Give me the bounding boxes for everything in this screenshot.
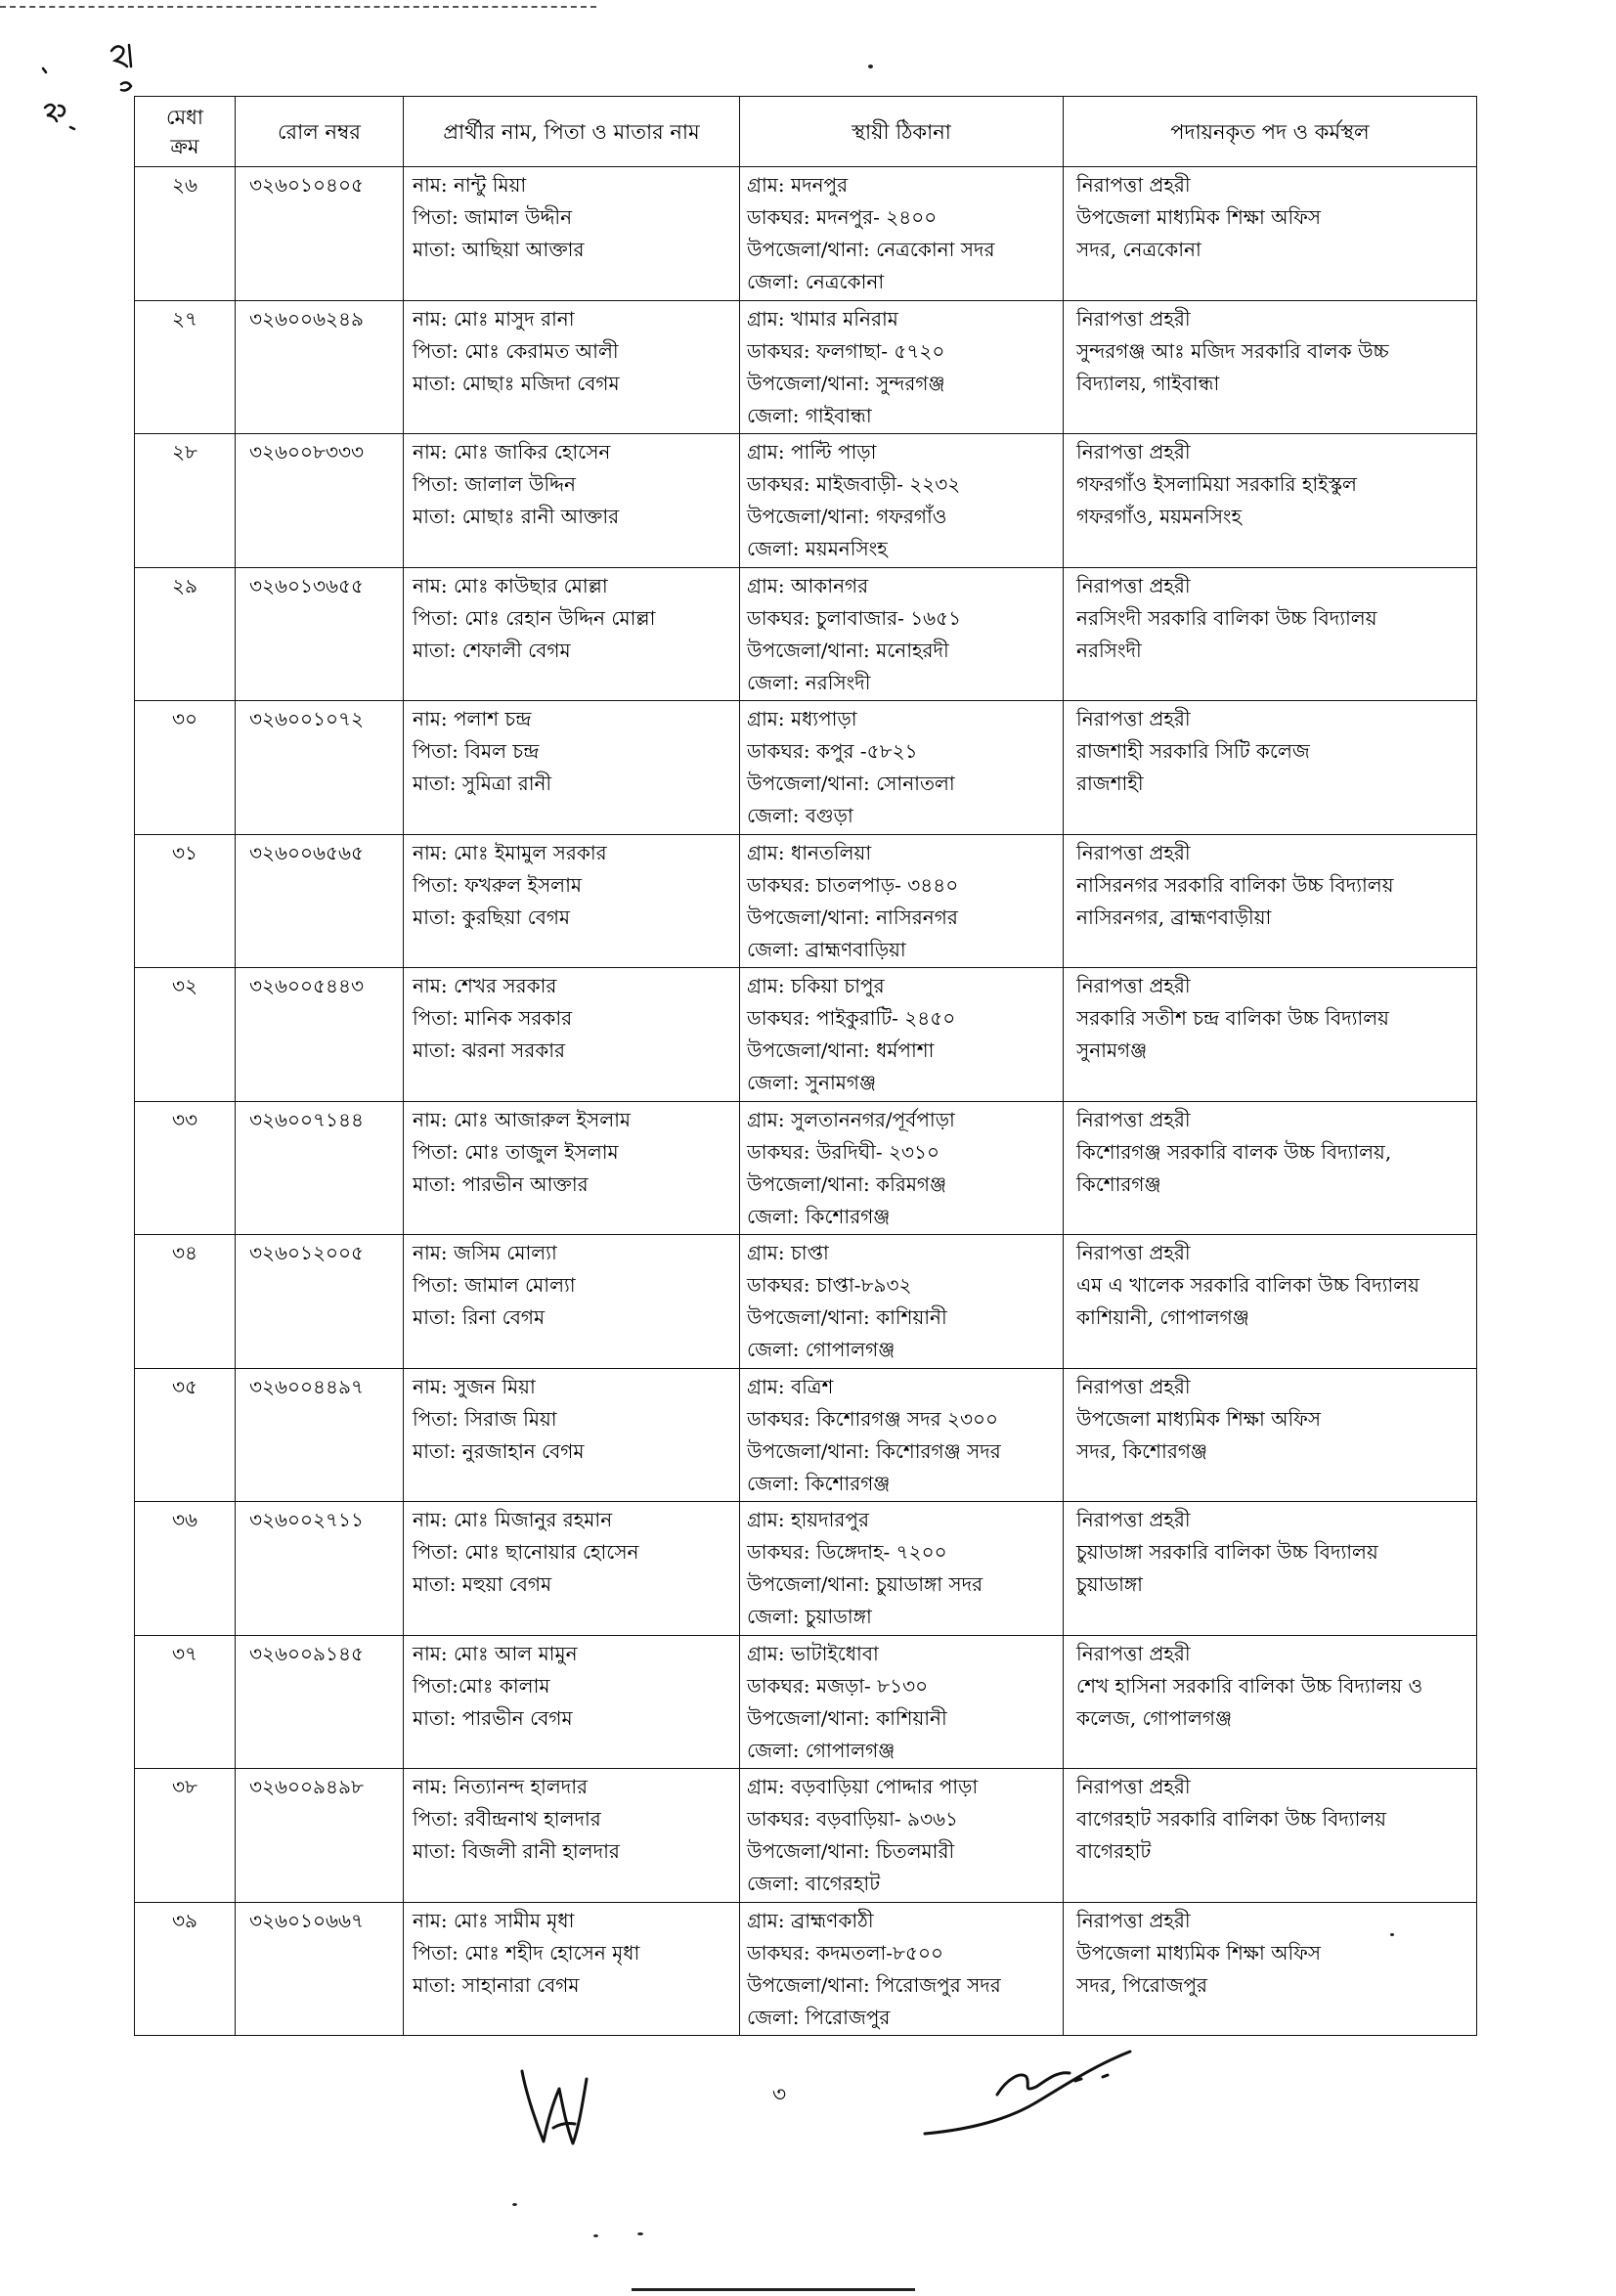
candidate-name: নাম: শেখর সরকার (413, 974, 557, 997)
address-district: জেলা: বাগেরহাট (747, 1872, 881, 1895)
name-cell (404, 968, 740, 1102)
mother-name: মাতা: পারভীন বেগম (413, 1705, 573, 1730)
address-cell (740, 167, 1064, 301)
address-post-office: ডাকঘর: ফলগাছা- ৫৭২০ (747, 338, 945, 363)
posting-workplace-line: উপজেলা মাধ্যমিক শিক্ষা অফিস (1076, 1940, 1322, 1965)
address-district: জেলা: সুনামগঞ্জ (747, 1071, 877, 1094)
table-row (135, 1635, 1477, 1769)
address-district: জেলা: ময়মনসিংহ (747, 537, 888, 560)
address-village: গ্রাম: ভাটাইধোবা (747, 1641, 879, 1665)
address-district: জেলা: গাইবান্ধা (747, 403, 872, 427)
scan-edge-line-bottom (632, 2288, 915, 2291)
posting-designation: নিরাপত্তা প্রহরী (1076, 1508, 1191, 1531)
table-row (135, 300, 1477, 434)
mother-name: মাতা: সুমিত্রা রানী (413, 772, 552, 795)
roll-cell (236, 701, 404, 835)
table-row (135, 1769, 1477, 1903)
name-cell (404, 167, 740, 301)
roll-cell (236, 1235, 404, 1369)
address-upazila: উপজেলা/থানা: পিরোজপুর সদর (747, 1972, 1001, 1997)
roll-cell (236, 567, 404, 701)
posting-designation: নিরাপত্তা প্রহরী (1076, 573, 1191, 597)
posting-workplace-line: বাগেরহাট সরকারি বালিকা উচ্চ বিদ্যালয় (1076, 1807, 1387, 1831)
address-post-office: ডাকঘর: মাইজবাড়ী- ২২৩২ (747, 472, 961, 496)
address-village: গ্রাম: বত্রিশ (747, 1374, 834, 1398)
roll-number: ৩২৬০০৪৪৯৭ (249, 1374, 364, 1398)
posting-workplace-line: সদর, কিশোরগঞ্জ (1076, 1438, 1208, 1463)
father-name: পিতা: মানিক সরকার (413, 1006, 573, 1030)
father-name: পিতা: বিমল চন্দ্র (413, 739, 540, 763)
roll-number: ৩২৬০০১০৭২ (249, 707, 365, 730)
header-roll: রোল নম্বর (236, 97, 404, 167)
mother-name: মাতা: ঝরনা সরকার (413, 1038, 566, 1062)
address-village: গ্রাম: হায়দারপুর (747, 1508, 869, 1531)
address-district: জেলা: কিশোরগঞ্জ (747, 1204, 891, 1228)
address-district: জেলা: চুয়াডাঙ্গা (747, 1605, 872, 1628)
posting-workplace-line: সদর, নেত্রকোনা (1076, 238, 1201, 261)
posting-cell (1064, 434, 1477, 568)
address-cell (740, 300, 1064, 434)
roll-cell (236, 834, 404, 968)
posting-designation: নিরাপত্তা প্রহরী (1076, 1775, 1191, 1798)
address-upazila: উপজেলা/থানা: কিশোরগঞ্জ সদর (747, 1438, 1001, 1463)
name-cell (404, 1502, 740, 1636)
posting-cell (1064, 1635, 1477, 1769)
address-village: গ্রাম: মধ্যপাড়া (747, 707, 857, 730)
header-name: প্রার্থীর নাম, পিতা ও মাতার নাম (404, 97, 740, 167)
address-upazila: উপজেলা/থানা: মনোহরদী (747, 638, 949, 662)
roll-cell (236, 434, 404, 568)
posting-workplace-line: নরসিংদী (1076, 638, 1142, 662)
scan-edge-line (0, 6, 596, 8)
address-cell (740, 434, 1064, 568)
address-cell (740, 1235, 1064, 1369)
address-post-office: ডাকঘর: মজড়া- ৮১৩০ (747, 1673, 929, 1698)
posting-designation: নিরাপত্তা প্রহরী (1076, 306, 1191, 331)
address-post-office: ডাকঘর: বড়বাড়িয়া- ৯৩৬১ (747, 1807, 958, 1831)
roll-cell (236, 300, 404, 434)
merit-number: ৩১ (172, 840, 197, 864)
candidate-name: নাম: মোঃ আজারুল ইসলাম (413, 1107, 632, 1131)
posting-workplace-line: চুয়াডাঙ্গা সরকারি বালিকা উচ্চ বিদ্যালয় (1076, 1540, 1378, 1564)
table-row (135, 567, 1477, 701)
header-merit-line2: ক্রম (170, 134, 199, 158)
address-upazila: উপজেলা/থানা: কাশিয়ানী (747, 1705, 947, 1730)
father-name: পিতা: সিরাজ মিয়া (413, 1406, 557, 1431)
table-row (135, 1235, 1477, 1369)
roll-number: ৩২৬০০৬২৪৯ (249, 306, 364, 331)
merit-cell (135, 567, 236, 701)
merit-cell (135, 1235, 236, 1369)
table-row (135, 1902, 1477, 2036)
mother-name: মাতা: সাহানারা বেগম (413, 1972, 580, 1997)
mother-name: মাতা: আছিয়া আক্তার (413, 238, 585, 261)
address-upazila: উপজেলা/থানা: সুন্দরগঞ্জ (747, 371, 945, 395)
roll-number: ৩২৬০০৫৪৪৩ (249, 974, 364, 997)
address-village: গ্রাম: পাল্টি পাড়া (747, 440, 877, 464)
posting-cell (1064, 300, 1477, 434)
candidate-name: নাম: পলাশ চন্দ্র (413, 707, 532, 730)
table-header-row (135, 97, 1477, 167)
posting-workplace-line: উপজেলা মাধ্যমিক শিক্ষা অফিস (1076, 205, 1322, 229)
posting-workplace-line: কিশোরগঞ্জ সরকারি বালক উচ্চ বিদ্যালয়, (1076, 1139, 1392, 1164)
merit-number: ৩৮ (172, 1775, 197, 1798)
address-cell (740, 701, 1064, 835)
candidate-name: নাম: নিত্যানন্দ হালদার (413, 1775, 589, 1798)
posting-designation: নিরাপত্তা প্রহরী (1076, 1641, 1191, 1665)
roll-number: ৩২৬০০৭১৪৪ (249, 1107, 364, 1131)
mother-name: মাতা: মহুয়া বেগম (413, 1572, 552, 1596)
merit-cell (135, 1368, 236, 1502)
posting-workplace-line: শেখ হাসিনা সরকারি বালিকা উচ্চ বিদ্যালয় ও (1076, 1673, 1423, 1698)
scan-speck (868, 65, 873, 68)
roll-number: ৩২৬০০৯৪৯৮ (249, 1775, 364, 1798)
address-upazila: উপজেলা/থানা: কাশিয়ানী (747, 1305, 947, 1329)
merit-number: ৩২ (171, 974, 197, 997)
posting-workplace-line: চুয়াডাঙ্গা (1076, 1572, 1143, 1596)
merit-number: ২৭ (171, 306, 197, 331)
roll-cell (236, 1101, 404, 1235)
mother-name: মাতা: মোছাঃ রানী আক্তার (413, 505, 620, 528)
address-upazila: উপজেলা/থানা: করিমগঞ্জ (747, 1171, 947, 1196)
merit-cell (135, 434, 236, 568)
address-district: জেলা: গোপালগঞ্জ (747, 1738, 895, 1762)
father-name: পিতা: রবীন্দ্রনাথ হালদার (413, 1807, 601, 1831)
merit-number: ৩৪ (172, 1241, 197, 1264)
posting-workplace-line: সুন্দরগঞ্জ আঃ মজিদ সরকারি বালক উচ্চ (1076, 338, 1389, 363)
roll-cell (236, 1769, 404, 1903)
merit-cell (135, 167, 236, 301)
merit-number: ২৮ (172, 440, 197, 464)
address-village: গ্রাম: সুলতাননগর/পূর্বপাড়া (747, 1107, 955, 1131)
posting-workplace-line: সরকারি সতীশ চন্দ্র বালিকা উচ্চ বিদ্যালয় (1076, 1006, 1389, 1030)
posting-designation: নিরাপত্তা প্রহরী (1076, 1374, 1191, 1398)
merit-number: ২৬ (171, 173, 197, 197)
roll-number: ৩২৬০০২৭১১ (249, 1508, 364, 1531)
name-cell (404, 300, 740, 434)
mother-name: মাতা: কুরছিয়া বেগম (413, 905, 571, 929)
merit-cell (135, 701, 236, 835)
candidate-name: নাম: মোঃ ইমামুল সরকার (413, 840, 607, 864)
address-upazila: উপজেলা/থানা: নেত্রকোনা সদর (747, 238, 995, 261)
roll-number: ৩২৬০০৯১৪৫ (249, 1641, 364, 1665)
roll-number: ৩২৬০০৮৩৩৩ (249, 440, 365, 464)
merit-number: ৩৫ (172, 1374, 197, 1398)
scan-speck (512, 2203, 517, 2206)
father-name: পিতা: জামাল উদ্দীন (413, 205, 573, 229)
posting-cell (1064, 167, 1477, 301)
posting-workplace-line: কলেজ, গোপালগঞ্জ (1076, 1705, 1233, 1730)
posting-workplace-line: বিদ্যালয়, গাইবান্ধা (1076, 371, 1220, 395)
scan-speck (637, 2232, 643, 2235)
father-name: পিতা: মোঃ শহীদ হোসেন মৃধা (413, 1940, 640, 1965)
address-cell (740, 1769, 1064, 1903)
posting-workplace-line: রাজশাহী সরকারি সিটি কলেজ (1076, 739, 1310, 763)
address-village: গ্রাম: আকানগর (747, 573, 869, 597)
posting-workplace-line: নাসিরনগর, ব্রাহ্মণবাড়ীয়া (1076, 905, 1272, 929)
father-name: পিতা:মোঃ কালাম (413, 1673, 550, 1698)
posting-workplace-line: সদর, পিরোজপুর (1076, 1972, 1208, 1997)
address-cell (740, 1101, 1064, 1235)
address-district: জেলা: নেত্রকোনা (747, 270, 885, 293)
posting-workplace-line: সুনামগঞ্জ (1076, 1038, 1148, 1062)
signature-right (925, 2052, 1130, 2134)
merit-cell (135, 1635, 236, 1769)
father-name: পিতা: জালাল উদ্দিন (413, 472, 576, 496)
roll-cell (236, 167, 404, 301)
address-post-office: ডাকঘর: পাইকুরাটি- ২৪৫০ (747, 1006, 956, 1030)
name-cell (404, 834, 740, 968)
merit-cell (135, 1902, 236, 2036)
posting-cell (1064, 1902, 1477, 2036)
candidate-name: নাম: সুজন মিয়া (413, 1374, 536, 1398)
posting-cell (1064, 834, 1477, 968)
father-name: পিতা: মোঃ কেরামত আলী (413, 338, 619, 363)
roll-number: ৩২৬০১২০০৫ (249, 1241, 364, 1264)
name-cell (404, 1635, 740, 1769)
posting-designation: নিরাপত্তা প্রহরী (1076, 974, 1191, 997)
merit-cell (135, 834, 236, 968)
address-district: জেলা: গোপালগঞ্জ (747, 1338, 895, 1361)
mother-name: মাতা: মোছাঃ মজিদা বেগম (413, 371, 620, 395)
posting-workplace-line: গফরগাঁও ইসলামিয়া সরকারি হাইস্কুল (1076, 472, 1357, 496)
candidate-name: নাম: মোঃ মাসুদ রানা (413, 306, 575, 331)
merit-number: ৩০ (171, 707, 197, 730)
roll-cell (236, 1368, 404, 1502)
handwritten-annotation (43, 45, 131, 129)
posting-designation: নিরাপত্তা প্রহরী (1076, 1908, 1191, 1932)
mother-name: মাতা: শেফালী বেগম (413, 638, 571, 662)
name-cell (404, 701, 740, 835)
name-cell (404, 1101, 740, 1235)
candidate-name: নাম: জসিম মোল্যা (413, 1241, 557, 1264)
posting-designation: নিরাপত্তা প্রহরী (1076, 440, 1191, 464)
father-name: পিতা: জামাল মোল্যা (413, 1273, 576, 1297)
address-district: জেলা: পিরোজপুর (747, 2005, 891, 2029)
address-upazila: উপজেলা/থানা: নাসিরনগর (747, 905, 958, 929)
signature-left (522, 2071, 587, 2143)
merit-cell (135, 1502, 236, 1636)
table-row (135, 1101, 1477, 1235)
address-village: গ্রাম: বড়বাড়িয়া পোদ্দার পাড়া (747, 1775, 979, 1798)
table-row (135, 167, 1477, 301)
roll-number: ৩২৬০১৩৬৫৫ (249, 573, 364, 597)
father-name: পিতা: মোঃ তাজুল ইসলাম (413, 1139, 619, 1164)
address-district: জেলা: ব্রাহ্মণবাড়িয়া (747, 937, 906, 961)
address-post-office: ডাকঘর: কপুর -৫৮২১ (747, 739, 918, 763)
table-row (135, 1368, 1477, 1502)
address-post-office: ডাকঘর: কিশোরগঞ্জ সদর ২৩০০ (747, 1406, 998, 1431)
address-district: জেলা: বগুড়া (747, 804, 853, 827)
table-body (135, 167, 1477, 2036)
roll-number: ৩২৬০১০৪০৫ (249, 173, 364, 197)
address-post-office: ডাকঘর: চাপ্তা-৮৯৩২ (747, 1273, 912, 1297)
candidate-name: নাম: মোঃ সামীম মৃধা (413, 1908, 575, 1932)
merit-number: ৩৭ (171, 1641, 197, 1665)
posting-workplace-line: গফরগাঁও, ময়মনসিংহ (1076, 505, 1243, 528)
posting-workplace-line: কিশোরগঞ্জ (1076, 1171, 1161, 1196)
address-district: জেলা: কিশোরগঞ্জ (747, 1471, 891, 1495)
posting-designation: নিরাপত্তা প্রহরী (1076, 840, 1191, 864)
posting-designation: নিরাপত্তা প্রহরী (1076, 1107, 1191, 1131)
candidate-name: নাম: মোঃ মিজানুর রহমান (413, 1508, 613, 1531)
posting-cell (1064, 567, 1477, 701)
address-cell (740, 834, 1064, 968)
mother-name: মাতা: পারভীন আক্তার (413, 1171, 589, 1196)
table-row (135, 434, 1477, 568)
name-cell (404, 1769, 740, 1903)
address-post-office: ডাকঘর: ডিঙ্গেদাহ- ৭২০০ (747, 1540, 947, 1564)
posting-cell (1064, 968, 1477, 1102)
posting-cell (1064, 1368, 1477, 1502)
address-village: গ্রাম: চকিয়া চাপুর (747, 974, 885, 997)
address-post-office: ডাকঘর: মদনপুর- ২৪০০ (747, 205, 938, 229)
candidate-name: নাম: মোঃ আল মামুন (413, 1641, 578, 1665)
posting-designation: নিরাপত্তা প্রহরী (1076, 173, 1191, 197)
address-cell (740, 567, 1064, 701)
name-cell (404, 434, 740, 568)
candidate-name: নাম: মোঃ জাকির হোসেন (413, 440, 611, 464)
posting-workplace-line: এম এ খালেক সরকারি বালিকা উচ্চ বিদ্যালয় (1076, 1273, 1419, 1297)
roll-cell (236, 968, 404, 1102)
address-cell (740, 1902, 1064, 2036)
candidate-name: নাম: মোঃ কাউছার মোল্লা (413, 573, 608, 597)
header-address: স্থায়ী ঠিকানা (740, 97, 1064, 167)
merit-number: ৩৬ (171, 1508, 197, 1531)
merit-cell (135, 968, 236, 1102)
address-cell (740, 1368, 1064, 1502)
merit-number: ৩৩ (171, 1107, 197, 1131)
address-post-office: ডাকঘর: কদমতলা-৮৫০০ (747, 1940, 943, 1965)
posting-cell (1064, 1769, 1477, 1903)
posting-cell (1064, 1502, 1477, 1636)
posting-workplace-line: উপজেলা মাধ্যমিক শিক্ষা অফিস (1076, 1406, 1322, 1431)
address-post-office: ডাকঘর: চুলাবাজার- ১৬৫১ (747, 605, 962, 630)
posting-workplace-line: কাশিয়ানী, গোপালগঞ্জ (1076, 1305, 1249, 1329)
address-post-office: ডাকঘর: উরদিঘী- ২৩১০ (747, 1139, 939, 1164)
address-village: গ্রাম: ব্রাহ্মণকাঠী (747, 1908, 874, 1932)
table-row (135, 1502, 1477, 1636)
posting-workplace-line: নরসিংদী সরকারি বালিকা উচ্চ বিদ্যালয় (1076, 605, 1377, 630)
selection-results-table (134, 96, 1477, 2036)
merit-cell (135, 300, 236, 434)
name-cell (404, 1368, 740, 1502)
roll-number: ৩২৬০১০৬৬৭ (249, 1908, 365, 1932)
father-name: পিতা: ফখরুল ইসলাম (413, 872, 582, 897)
candidate-name: নাম: নান্টু মিয়া (413, 173, 527, 197)
mother-name: মাতা: নুরজাহান বেগম (413, 1438, 585, 1463)
address-cell (740, 1502, 1064, 1636)
roll-cell (236, 1502, 404, 1636)
address-upazila: উপজেলা/থানা: চিতলমারী (747, 1839, 955, 1863)
merit-cell (135, 1769, 236, 1903)
address-upazila: উপজেলা/থানা: চুয়াডাঙ্গা সদর (747, 1572, 983, 1596)
table-row (135, 834, 1477, 968)
roll-cell (236, 1635, 404, 1769)
posting-designation: নিরাপত্তা প্রহরী (1076, 1241, 1191, 1264)
address-district: জেলা: নরসিংদী (747, 670, 871, 694)
posting-workplace-line: নাসিরনগর সরকারি বালিকা উচ্চ বিদ্যালয় (1076, 872, 1394, 897)
table-row (135, 701, 1477, 835)
address-village: গ্রাম: খামার মনিরাম (747, 306, 898, 331)
address-post-office: ডাকঘর: চাতলপাড়- ৩৪৪০ (747, 872, 959, 897)
name-cell (404, 1902, 740, 2036)
address-village: গ্রাম: ধানতলিয়া (747, 840, 872, 864)
table-row (135, 968, 1477, 1102)
father-name: পিতা: মোঃ রেহান উদ্দিন মোল্লা (413, 605, 656, 630)
father-name: পিতা: মোঃ ছানোয়ার হোসেন (413, 1540, 639, 1564)
merit-cell (135, 1101, 236, 1235)
posting-cell (1064, 1235, 1477, 1369)
header-merit (135, 97, 236, 167)
posting-cell (1064, 1101, 1477, 1235)
posting-workplace-line: বাগেরহাট (1076, 1839, 1152, 1863)
posting-designation: নিরাপত্তা প্রহরী (1076, 707, 1191, 730)
merit-number: ২৯ (172, 573, 197, 597)
page-number: ৩ (771, 2083, 787, 2107)
mother-name: মাতা: রিনা বেগম (413, 1305, 546, 1329)
address-upazila: উপজেলা/থানা: গফরগাঁও (747, 505, 947, 528)
address-upazila: উপজেলা/থানা: ধর্মপাশা (747, 1038, 935, 1062)
mother-name: মাতা: বিজলী রানী হালদার (413, 1839, 620, 1863)
header-merit-line1: মেধা (165, 105, 204, 129)
roll-cell (236, 1902, 404, 2036)
address-village: গ্রাম: চাপ্তা (747, 1241, 829, 1264)
scan-speck (593, 2234, 598, 2237)
name-cell (404, 1235, 740, 1369)
address-cell (740, 968, 1064, 1102)
roll-number: ৩২৬০০৬৫৬৫ (249, 840, 364, 864)
merit-number: ৩৯ (172, 1908, 197, 1932)
address-upazila: উপজেলা/থানা: সোনাতলা (747, 772, 955, 795)
name-cell (404, 567, 740, 701)
header-posting: পদায়নকৃত পদ ও কর্মস্থল (1064, 97, 1477, 167)
posting-cell (1064, 701, 1477, 835)
address-cell (740, 1635, 1064, 1769)
table-header (135, 97, 1477, 167)
posting-workplace-line: রাজশাহী (1076, 772, 1144, 795)
address-village: গ্রাম: মদনপুর (747, 173, 849, 197)
